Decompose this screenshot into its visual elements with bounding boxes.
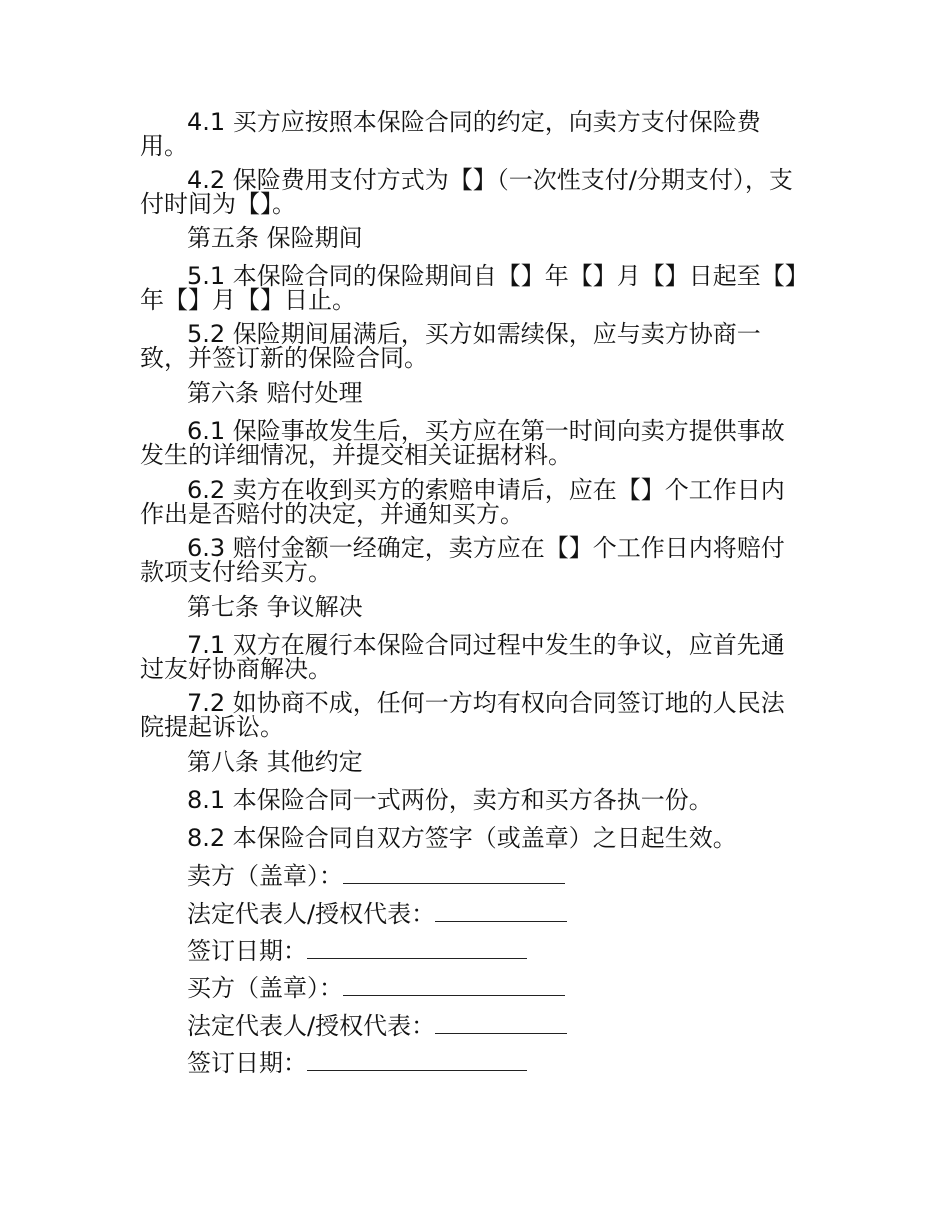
seller-date-blank (307, 936, 527, 959)
seller-seal-blank (343, 861, 565, 884)
clause-6-1: 6.1 保险事故发生后，买方应在第一时间向卖方提供事故发生的详细情况，并提交相关证据材料。 (140, 417, 785, 469)
seller-date-line (187, 936, 527, 965)
buyer-seal-blank (343, 973, 565, 996)
buyer-representative-line (187, 1011, 567, 1040)
clause-8-1: 8.1 本保险合同一式两份，卖方和买方各执一份。 (187, 786, 713, 814)
clause-6-2: 6.2 卖方在收到买方的索赔申请后，应在【】个工作日内作出是否赔付的决定，并通知买方。 (140, 476, 785, 528)
seller-representative-blank (435, 899, 567, 922)
clause-8-2: 8.2 本保险合同自双方签字（或盖章）之日起生效。 (187, 824, 737, 852)
buyer-seal-line (187, 973, 565, 1002)
seller-seal-label: 卖方（盖章）： (187, 862, 343, 890)
clause-6-3: 6.3 赔付金额一经确定，卖方应在【】个工作日内将赔付款项支付给买方。 (140, 534, 785, 586)
clause-4-1: 4.1 买方应按照本保险合同的约定，向卖方支付保险费用。 (140, 108, 761, 160)
seller-representative-label: 法定代表人/授权代表： (187, 900, 436, 928)
buyer-date-blank (307, 1048, 527, 1071)
clause-5-1: 5.1 本保险合同的保险期间自【】年【】月【】日起至【】年【】月【】日止。 (140, 262, 797, 314)
buyer-date-label: 签订日期： (187, 1049, 307, 1077)
clause-5-2: 5.2 保险期间届满后，买方如需续保，应与卖方协商一致，并签订新的保险合同。 (140, 320, 761, 372)
section-heading-7: 第七条 争议解决 (187, 593, 363, 621)
buyer-seal-label: 买方（盖章）： (187, 974, 343, 1002)
section-heading-6: 第六条 赔付处理 (187, 379, 363, 407)
section-heading-5: 第五条 保险期间 (187, 224, 363, 252)
buyer-date-line (187, 1048, 527, 1077)
section-heading-8: 第八条 其他约定 (187, 748, 363, 776)
clause-7-1: 7.1 双方在履行本保险合同过程中发生的争议，应首先通过友好协商解决。 (140, 631, 785, 683)
buyer-representative-label: 法定代表人/授权代表： (187, 1012, 436, 1040)
seller-date-label: 签订日期： (187, 937, 307, 965)
clause-4-2: 4.2 保险费用支付方式为【】（一次性支付/分期支付），支付时间为【】。 (140, 166, 793, 218)
seller-seal-line (187, 861, 565, 890)
buyer-representative-blank (435, 1011, 567, 1034)
clause-7-2: 7.2 如协商不成，任何一方均有权向合同签订地的人民法院提起诉讼。 (140, 689, 785, 741)
seller-representative-line (187, 899, 567, 928)
